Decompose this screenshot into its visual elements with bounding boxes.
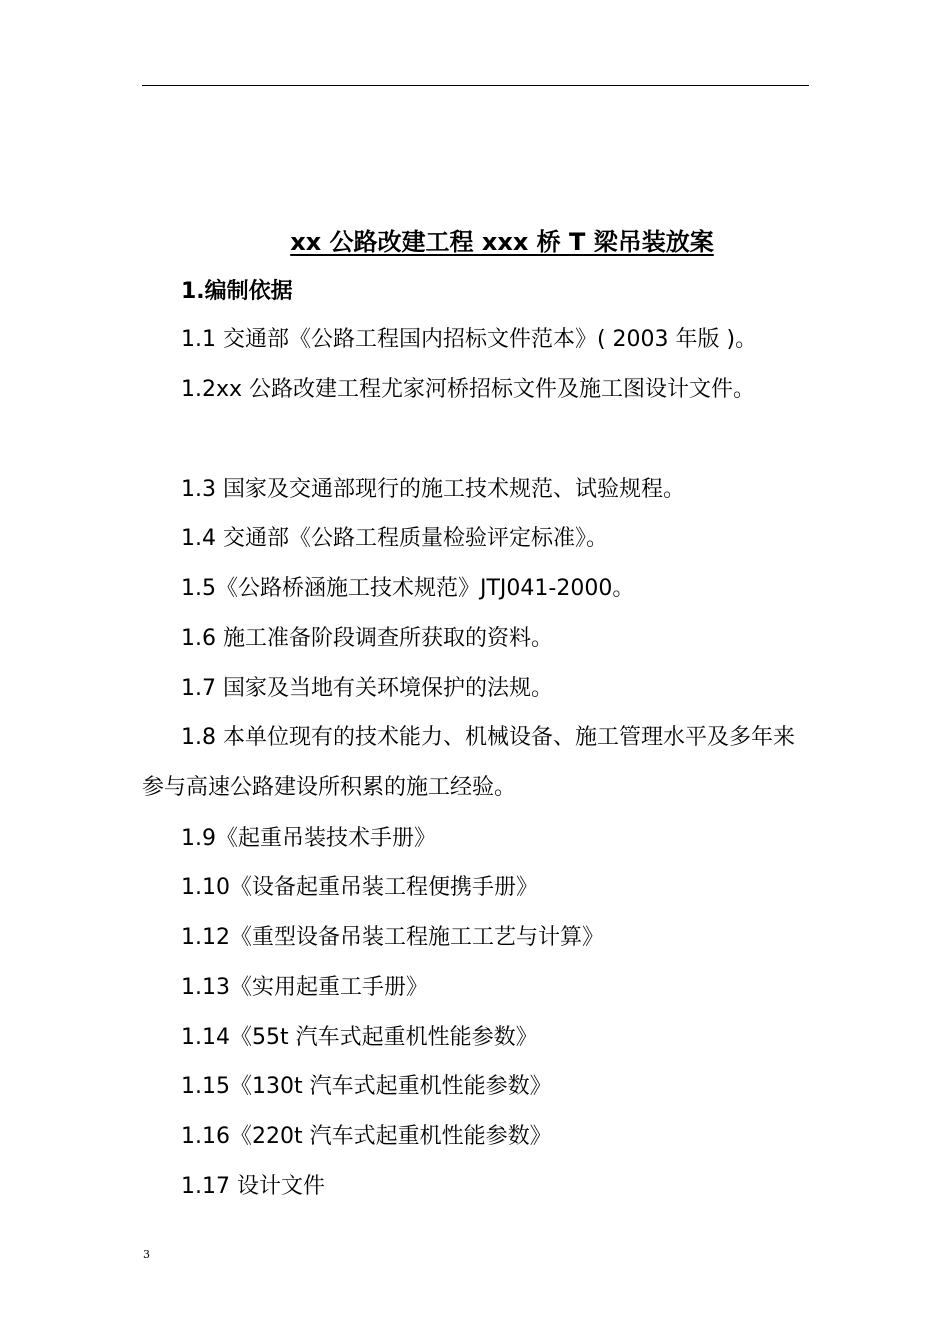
list-item: 1.4 交通部《公路工程质量检验评定标准》。 <box>181 526 608 551</box>
document-title: xx 公路改建工程 xxx 桥 T 梁吊装放案 <box>290 228 714 256</box>
header-rule <box>142 85 809 86</box>
list-item: 1.12《重型设备吊装工程施工工艺与计算》 <box>181 925 604 950</box>
list-item: 1.13《实用起重工手册》 <box>181 975 428 1000</box>
list-item: 1.1 交通部《公路工程国内招标文件范本》( 2003 年版 )。 <box>181 327 758 352</box>
list-item: 1.9《起重吊装技术手册》 <box>181 826 436 851</box>
list-item: 1.5《公路桥涵施工技术规范》JTJ041-2000。 <box>181 576 635 601</box>
list-item: 1.2xx 公路改建工程尤家河桥招标文件及施工图设计文件。 <box>181 377 756 402</box>
page-number: 3 <box>143 1248 150 1261</box>
list-item: 1.16《220t 汽车式起重机性能参数》 <box>181 1124 552 1149</box>
list-item: 1.6 施工准备阶段调查所获取的资料。 <box>181 626 553 651</box>
list-item: 1.8 本单位现有的技术能力、机械设备、施工管理水平及多年来参与高速公路建设所积累的施工经验。 <box>142 725 795 800</box>
list-item: 1.14《55t 汽车式起重机性能参数》 <box>181 1025 538 1050</box>
list-item: 1.7 国家及当地有关环境保护的法规。 <box>181 676 553 701</box>
list-item: 1.15《130t 汽车式起重机性能参数》 <box>181 1074 552 1099</box>
list-item: 1.3 国家及交通部现行的施工技术规范、试验规程。 <box>181 477 685 502</box>
list-item: 1.17 设计文件 <box>181 1174 325 1199</box>
section-heading: 1.编制依据 <box>181 279 293 304</box>
list-item: 1.10《设备起重吊装工程便携手册》 <box>181 875 538 900</box>
